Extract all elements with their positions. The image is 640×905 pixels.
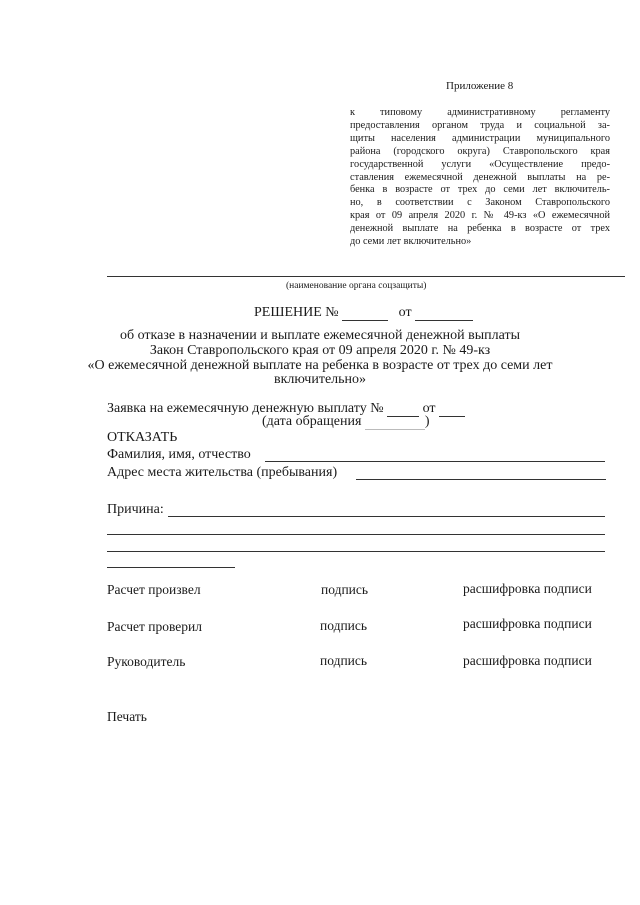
appendix-line: до семи лет включительно» <box>350 236 472 248</box>
subtitle-line: Закон Ставропольского края от 09 апреля 2020 г. № 49-кз <box>149 343 491 358</box>
subtitle-line: об отказе в назначении и выплате ежемесячной денежной выплаты <box>119 328 521 343</box>
organ-caption: (наименование органа соцзащиты) <box>286 281 427 291</box>
signature-decode: расшифровка подписи <box>463 653 592 668</box>
address-field <box>356 479 606 480</box>
signature-sign: подпись <box>321 582 369 597</box>
application-date-caption: (дата обращения <box>262 414 362 429</box>
stamp-label: Печать <box>107 709 147 724</box>
appendix-line: но, в соответствии с Законом Ставропольского <box>350 197 610 209</box>
decision-number-field <box>342 320 388 321</box>
application-date-caption-field <box>365 429 425 430</box>
signature-role: Расчет произвел <box>107 582 201 597</box>
application-date-field <box>439 416 465 417</box>
appendix-text <box>350 107 610 249</box>
appendix-line: предоставления органом труда и социальной за- <box>350 119 610 131</box>
reason-label: Причина: <box>107 502 164 517</box>
reason-extra-line <box>107 551 605 552</box>
appendix-line: к типовому административному регламенту <box>350 107 610 118</box>
signature-sign: подпись <box>320 618 368 633</box>
application-close-paren: ) <box>424 414 430 429</box>
reason-extra-line <box>107 534 605 535</box>
appendix-line: государственной услуги «Осуществление предо- <box>350 158 610 170</box>
signature-sign: подпись <box>320 653 368 668</box>
refuse-label: ОТКАЗАТЬ <box>107 430 178 445</box>
application-label: Заявка на ежемесячную денежную выплату № <box>107 401 384 416</box>
decision-from-label: от <box>398 305 412 320</box>
signature-decode: расшифровка подписи <box>463 616 592 631</box>
fio-label: Фамилия, имя, отчество <box>107 447 251 462</box>
appendix-line: денежной выплате на ребенка в возрасте от трех <box>350 223 610 235</box>
organ-name-line <box>107 276 625 277</box>
appendix-line: бенка в возрасте от трех до семи лет включитель- <box>350 184 610 196</box>
application-date-caption-row <box>262 414 430 430</box>
address-label: Адрес места жительства (пребывания) <box>107 465 338 480</box>
reason-field <box>168 516 605 517</box>
application-from-label: от <box>422 401 436 416</box>
appendix-line: щиты населения администрации муниципального <box>350 132 610 144</box>
signature-role: Руководитель <box>107 654 186 669</box>
fio-field <box>265 461 605 462</box>
subtitle-line: «О ежемесячной денежной выплате на ребенка в возрасте от трех до семи лет <box>87 358 553 373</box>
signature-role: Расчет проверил <box>107 619 203 634</box>
decision-date-field <box>415 320 473 321</box>
short-separator-line <box>107 567 235 568</box>
appendix-title: Приложение 8 <box>446 80 514 92</box>
appendix-line: края от 09 апреля 2020 г. № 49-кз «О ежемесячной <box>350 210 610 222</box>
subtitle-line: включительно» <box>273 372 367 387</box>
appendix-line: района (городского округа) Ставропольского края <box>350 145 610 157</box>
appendix-line: ставления ежемесячной денежной выплаты на ре- <box>350 171 610 183</box>
decision-title-row <box>254 305 473 321</box>
signature-decode: расшифровка подписи <box>463 581 592 596</box>
decision-title: РЕШЕНИЕ № <box>254 305 339 320</box>
